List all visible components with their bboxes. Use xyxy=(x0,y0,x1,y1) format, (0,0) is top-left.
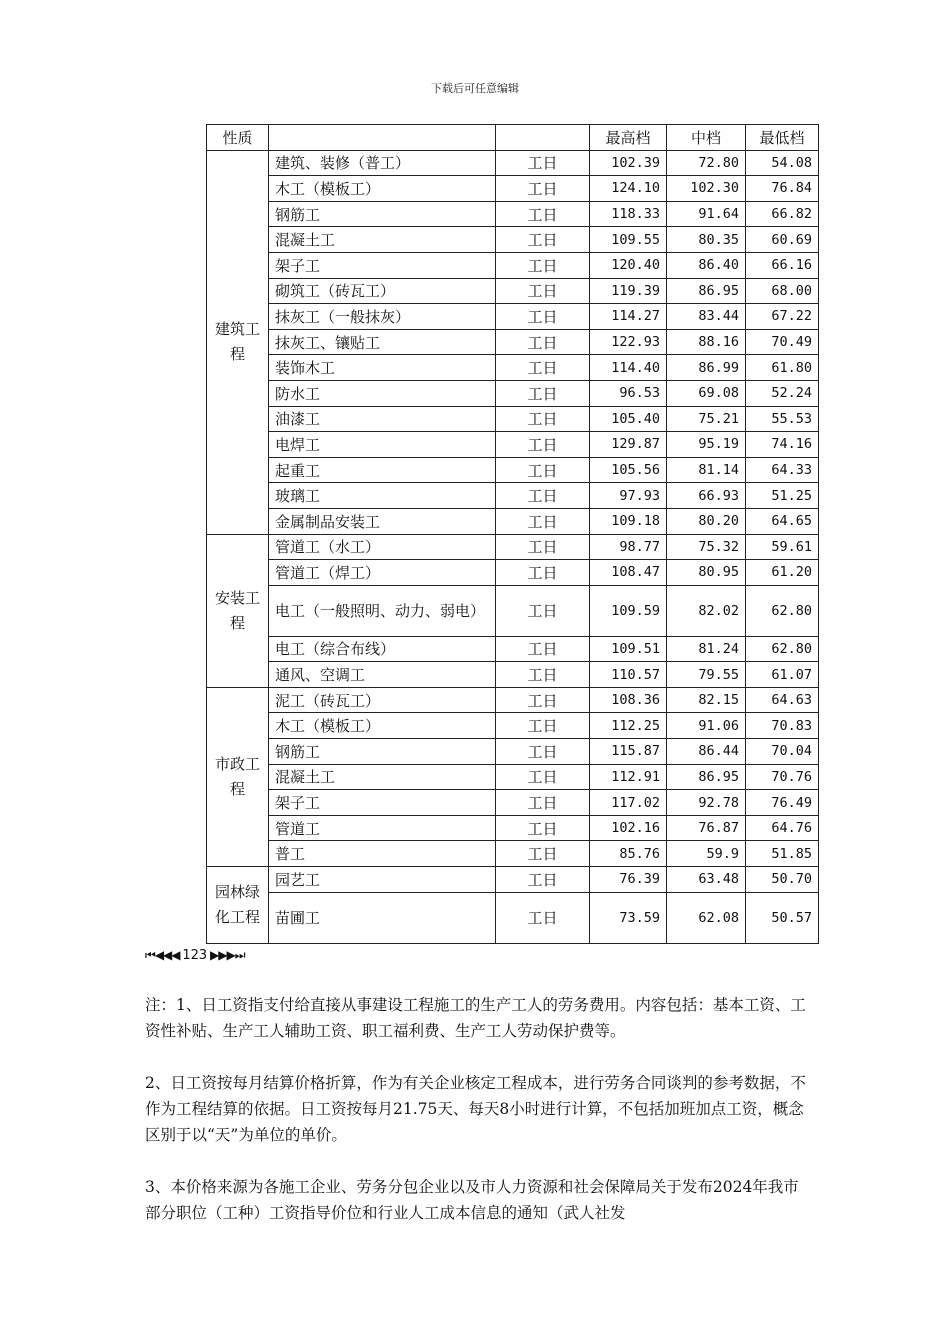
table-row xyxy=(207,432,819,458)
table-row xyxy=(207,815,819,841)
job-name-cell: 电工（综合布线） xyxy=(269,636,496,662)
high-rate-cell: 112.25 xyxy=(590,713,667,739)
job-name-cell: 装饰木工 xyxy=(269,355,496,381)
job-name-cell: 管道工 xyxy=(269,815,496,841)
category-cell: 安装工程 xyxy=(207,534,269,687)
prev-page-icon[interactable]: ◀ xyxy=(171,948,180,962)
low-rate-cell: 70.83 xyxy=(746,713,819,739)
mid-rate-cell: 82.15 xyxy=(667,687,746,713)
last-page-icon[interactable]: ⏭ xyxy=(234,948,245,962)
unit-cell: 工日 xyxy=(496,432,590,458)
job-name-cell: 抹灰工、镶贴工 xyxy=(269,329,496,355)
unit-cell: 工日 xyxy=(496,790,590,816)
unit-cell: 工日 xyxy=(496,585,590,636)
job-name-cell: 园艺工 xyxy=(269,867,496,893)
high-rate-cell: 105.40 xyxy=(590,406,667,432)
high-rate-cell: 114.27 xyxy=(590,304,667,330)
mid-rate-cell: 86.99 xyxy=(667,355,746,381)
mid-rate-cell: 80.35 xyxy=(667,227,746,253)
mid-rate-cell: 86.95 xyxy=(667,764,746,790)
low-rate-cell: 51.25 xyxy=(746,483,819,509)
unit-cell: 工日 xyxy=(496,406,590,432)
high-rate-cell: 129.87 xyxy=(590,432,667,458)
header-unit xyxy=(496,125,590,151)
unit-cell: 工日 xyxy=(496,687,590,713)
high-rate-cell: 102.39 xyxy=(590,150,667,176)
next-page-icon[interactable]: ▶ xyxy=(210,948,219,962)
mid-rate-cell: 83.44 xyxy=(667,304,746,330)
table-row xyxy=(207,176,819,202)
job-name-cell: 抹灰工（一般抹灰） xyxy=(269,304,496,330)
category-cell: 建筑工程 xyxy=(207,150,269,534)
next-fast-icon[interactable]: ▶▶ xyxy=(218,948,235,962)
low-rate-cell: 55.53 xyxy=(746,406,819,432)
unit-cell: 工日 xyxy=(496,201,590,227)
job-name-cell: 建筑、装修（普工） xyxy=(269,150,496,176)
prev-fast-icon[interactable]: ◀◀ xyxy=(154,948,172,962)
unit-cell: 工日 xyxy=(496,662,590,688)
low-rate-cell: 62.80 xyxy=(746,585,819,636)
mid-rate-cell: 95.19 xyxy=(667,432,746,458)
low-rate-cell: 50.57 xyxy=(746,892,819,943)
table-row xyxy=(207,406,819,432)
high-rate-cell: 73.59 xyxy=(590,892,667,943)
table-row xyxy=(207,867,819,893)
low-rate-cell: 61.20 xyxy=(746,560,819,586)
table-row xyxy=(207,662,819,688)
high-rate-cell: 96.53 xyxy=(590,380,667,406)
unit-cell: 工日 xyxy=(496,508,590,534)
unit-cell: 工日 xyxy=(496,278,590,304)
table-header-row xyxy=(207,125,819,151)
wage-table xyxy=(206,124,819,944)
mid-rate-cell: 72.80 xyxy=(667,150,746,176)
table-row xyxy=(207,201,819,227)
table-row xyxy=(207,636,819,662)
mid-rate-cell: 66.93 xyxy=(667,483,746,509)
high-rate-cell: 115.87 xyxy=(590,739,667,765)
unit-cell: 工日 xyxy=(496,534,590,560)
low-rate-cell: 74.16 xyxy=(746,432,819,458)
high-rate-cell: 109.18 xyxy=(590,508,667,534)
mid-rate-cell: 75.32 xyxy=(667,534,746,560)
unit-cell: 工日 xyxy=(496,457,590,483)
mid-rate-cell: 59.9 xyxy=(667,841,746,867)
high-rate-cell: 117.02 xyxy=(590,790,667,816)
low-rate-cell: 54.08 xyxy=(746,150,819,176)
unit-cell: 工日 xyxy=(496,150,590,176)
table-row xyxy=(207,355,819,381)
table-row xyxy=(207,790,819,816)
high-rate-cell: 102.16 xyxy=(590,815,667,841)
job-name-cell: 砌筑工（砖瓦工） xyxy=(269,278,496,304)
table-row xyxy=(207,892,819,943)
job-name-cell: 普工 xyxy=(269,841,496,867)
table-row xyxy=(207,534,819,560)
mid-rate-cell: 91.64 xyxy=(667,201,746,227)
mid-rate-cell: 80.20 xyxy=(667,508,746,534)
table-row xyxy=(207,150,819,176)
low-rate-cell: 76.49 xyxy=(746,790,819,816)
mid-rate-cell: 63.48 xyxy=(667,867,746,893)
table-row xyxy=(207,278,819,304)
mid-rate-cell: 80.95 xyxy=(667,560,746,586)
header-note: 下载后可任意编辑 xyxy=(431,82,519,95)
high-rate-cell: 98.77 xyxy=(590,534,667,560)
unit-cell: 工日 xyxy=(496,227,590,253)
table-row xyxy=(207,687,819,713)
unit-cell: 工日 xyxy=(496,483,590,509)
unit-cell: 工日 xyxy=(496,304,590,330)
job-name-cell: 泥工（砖瓦工） xyxy=(269,687,496,713)
low-rate-cell: 64.65 xyxy=(746,508,819,534)
mid-rate-cell: 81.24 xyxy=(667,636,746,662)
job-name-cell: 木工（模板工） xyxy=(269,713,496,739)
mid-rate-cell: 102.30 xyxy=(667,176,746,202)
table-row xyxy=(207,560,819,586)
low-rate-cell: 64.63 xyxy=(746,687,819,713)
high-rate-cell: 109.51 xyxy=(590,636,667,662)
job-name-cell: 管道工（水工） xyxy=(269,534,496,560)
low-rate-cell: 64.33 xyxy=(746,457,819,483)
mid-rate-cell: 62.08 xyxy=(667,892,746,943)
low-rate-cell: 60.69 xyxy=(746,227,819,253)
table-row xyxy=(207,739,819,765)
table-row xyxy=(207,764,819,790)
notes-section xyxy=(145,992,810,1252)
header-low: 最低档 xyxy=(746,125,819,151)
job-name-cell: 电焊工 xyxy=(269,432,496,458)
low-rate-cell: 67.22 xyxy=(746,304,819,330)
page-link-3[interactable]: 3 xyxy=(198,948,208,963)
high-rate-cell: 85.76 xyxy=(590,841,667,867)
note-3: 3、本价格来源为各施工企业、劳务分包企业以及市人力资源和社会保障局关于发布2024年我市部分职位（工种）工资指导价位和行业人工成本信息的通知（武人社发 xyxy=(145,1178,799,1222)
job-name-cell: 混凝土工 xyxy=(269,227,496,253)
table-row xyxy=(207,457,819,483)
high-rate-cell: 110.57 xyxy=(590,662,667,688)
header-name xyxy=(269,125,496,151)
page-link-1[interactable]: 1 xyxy=(182,948,191,963)
low-rate-cell: 61.07 xyxy=(746,662,819,688)
high-rate-cell: 124.10 xyxy=(590,176,667,202)
unit-cell: 工日 xyxy=(496,815,590,841)
high-rate-cell: 97.93 xyxy=(590,483,667,509)
table-row xyxy=(207,841,819,867)
low-rate-cell: 59.61 xyxy=(746,534,819,560)
table-row xyxy=(207,329,819,355)
table-row xyxy=(207,304,819,330)
job-name-cell: 架子工 xyxy=(269,252,496,278)
job-name-cell: 架子工 xyxy=(269,790,496,816)
unit-cell: 工日 xyxy=(496,329,590,355)
category-cell: 市政工程 xyxy=(207,687,269,866)
low-rate-cell: 62.80 xyxy=(746,636,819,662)
low-rate-cell: 70.49 xyxy=(746,329,819,355)
note-2: 2、日工资按每月结算价格折算，作为有关企业核定工程成本，进行劳务合同谈判的参考数据，不作为工程结算的依据。日工资按每月21.75天、每天8小时进行计算，不包括加班加点工资，概念区别于以“天”为单位的单价。 xyxy=(145,1074,806,1144)
low-rate-cell: 61.80 xyxy=(746,355,819,381)
mid-rate-cell: 76.87 xyxy=(667,815,746,841)
high-rate-cell: 112.91 xyxy=(590,764,667,790)
mid-rate-cell: 82.02 xyxy=(667,585,746,636)
unit-cell: 工日 xyxy=(496,713,590,739)
table-body xyxy=(207,150,819,943)
unit-cell: 工日 xyxy=(496,636,590,662)
mid-rate-cell: 81.14 xyxy=(667,457,746,483)
high-rate-cell: 109.59 xyxy=(590,585,667,636)
job-name-cell: 苗圃工 xyxy=(269,892,496,943)
unit-cell: 工日 xyxy=(496,764,590,790)
category-cell: 园林绿化工程 xyxy=(207,867,269,944)
job-name-cell: 木工（模板工） xyxy=(269,176,496,202)
job-name-cell: 油漆工 xyxy=(269,406,496,432)
low-rate-cell: 51.85 xyxy=(746,841,819,867)
header-category: 性质 xyxy=(207,125,269,151)
high-rate-cell: 109.55 xyxy=(590,227,667,253)
mid-rate-cell: 69.08 xyxy=(667,380,746,406)
mid-rate-cell: 88.16 xyxy=(667,329,746,355)
job-name-cell: 玻璃工 xyxy=(269,483,496,509)
job-name-cell: 防水工 xyxy=(269,380,496,406)
mid-rate-cell: 86.44 xyxy=(667,739,746,765)
high-rate-cell: 108.36 xyxy=(590,687,667,713)
header-mid: 中档 xyxy=(667,125,746,151)
mid-rate-cell: 92.78 xyxy=(667,790,746,816)
job-name-cell: 钢筋工 xyxy=(269,201,496,227)
low-rate-cell: 66.82 xyxy=(746,201,819,227)
table-row xyxy=(207,227,819,253)
table-row xyxy=(207,585,819,636)
mid-rate-cell: 91.06 xyxy=(667,713,746,739)
low-rate-cell: 70.04 xyxy=(746,739,819,765)
high-rate-cell: 120.40 xyxy=(590,252,667,278)
table-row xyxy=(207,380,819,406)
job-name-cell: 管道工（焊工） xyxy=(269,560,496,586)
mid-rate-cell: 86.95 xyxy=(667,278,746,304)
job-name-cell: 钢筋工 xyxy=(269,739,496,765)
unit-cell: 工日 xyxy=(496,892,590,943)
unit-cell: 工日 xyxy=(496,355,590,381)
high-rate-cell: 119.39 xyxy=(590,278,667,304)
note-1: 注：1、日工资指支付给直接从事建设工程施工的生产工人的劳务费用。内容包括：基本工资、工资性补贴、生产工人辅助工资、职工福利费、生产工人劳动保护费等。 xyxy=(145,996,806,1040)
high-rate-cell: 105.56 xyxy=(590,457,667,483)
mid-rate-cell: 79.55 xyxy=(667,662,746,688)
table-row xyxy=(207,508,819,534)
low-rate-cell: 70.76 xyxy=(746,764,819,790)
unit-cell: 工日 xyxy=(496,560,590,586)
high-rate-cell: 118.33 xyxy=(590,201,667,227)
table-row xyxy=(207,252,819,278)
header-high: 最高档 xyxy=(590,125,667,151)
unit-cell: 工日 xyxy=(496,841,590,867)
pager xyxy=(145,948,245,963)
low-rate-cell: 76.84 xyxy=(746,176,819,202)
unit-cell: 工日 xyxy=(496,867,590,893)
unit-cell: 工日 xyxy=(496,739,590,765)
job-name-cell: 混凝土工 xyxy=(269,764,496,790)
high-rate-cell: 76.39 xyxy=(590,867,667,893)
low-rate-cell: 50.70 xyxy=(746,867,819,893)
job-name-cell: 起重工 xyxy=(269,457,496,483)
job-name-cell: 电工（一般照明、动力、弱电） xyxy=(269,585,496,636)
high-rate-cell: 114.40 xyxy=(590,355,667,381)
low-rate-cell: 68.00 xyxy=(746,278,819,304)
low-rate-cell: 66.16 xyxy=(746,252,819,278)
job-name-cell: 金属制品安装工 xyxy=(269,508,496,534)
high-rate-cell: 122.93 xyxy=(590,329,667,355)
low-rate-cell: 52.24 xyxy=(746,380,819,406)
page-link-2[interactable]: 2 xyxy=(190,948,199,963)
table-row xyxy=(207,713,819,739)
table-row xyxy=(207,483,819,509)
first-page-icon[interactable]: ⏮ xyxy=(145,948,155,962)
unit-cell: 工日 xyxy=(496,176,590,202)
mid-rate-cell: 86.40 xyxy=(667,252,746,278)
unit-cell: 工日 xyxy=(496,380,590,406)
mid-rate-cell: 75.21 xyxy=(667,406,746,432)
high-rate-cell: 108.47 xyxy=(590,560,667,586)
low-rate-cell: 64.76 xyxy=(746,815,819,841)
job-name-cell: 通风、空调工 xyxy=(269,662,496,688)
unit-cell: 工日 xyxy=(496,252,590,278)
